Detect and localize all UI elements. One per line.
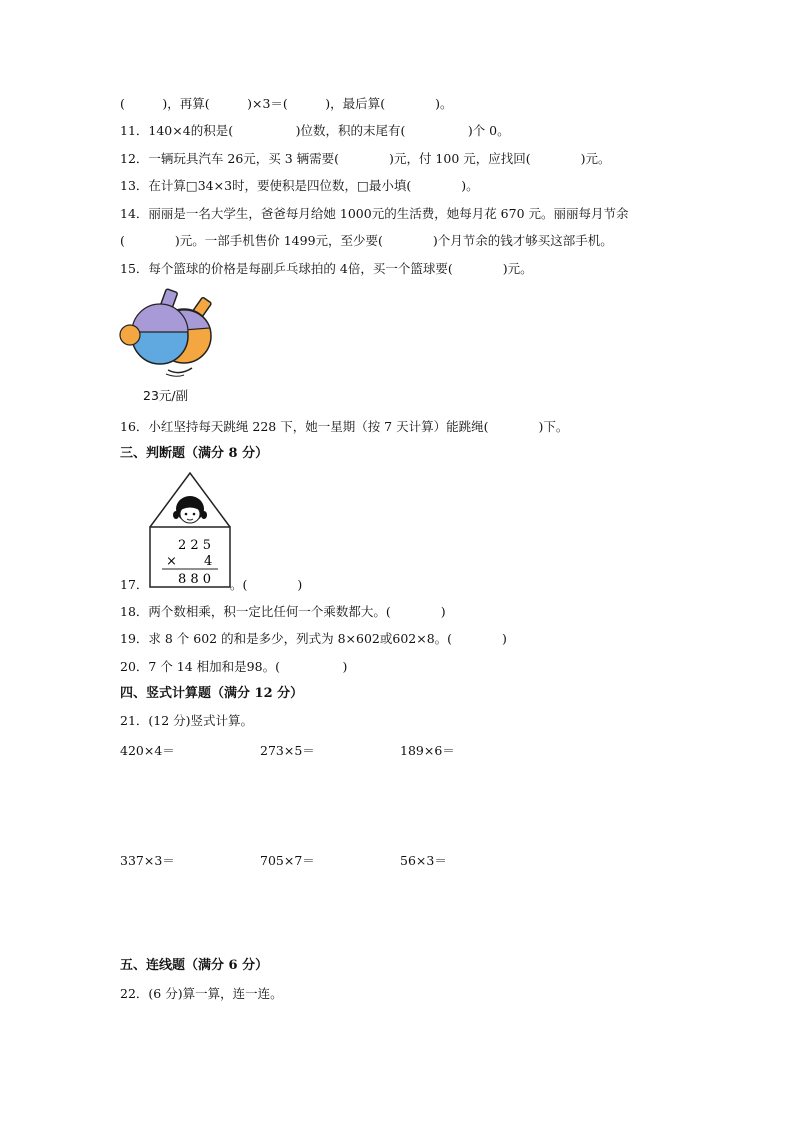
section-3-title: 三、判断题（满分 8 分） — [120, 446, 269, 461]
multiplier: 4 — [204, 554, 213, 569]
question-22: 22．(6 分)算一算，连一连。 — [120, 986, 283, 1001]
question-19: 19．求 8 个 602 的和是多少，列式为 8×602或602×8。( ) — [120, 631, 507, 646]
question-20: 20．7 个 14 相加和是98。( ) — [120, 659, 348, 674]
question-10-tail: ( )，再算( )×3＝( )，最后算( )。 — [120, 96, 453, 111]
section-4-title: 四、竖式计算题（满分 12 分） — [120, 686, 304, 701]
question-16: 16．小红坚持每天跳绳 228 下，她一星期（按 7 天计算）能跳绳( )下。 — [120, 419, 569, 434]
question-14-line2: ( )元。一部手机售价 1499元，至少要( )个月节余的钱才够买这部手机。 — [120, 233, 613, 248]
calc-6: 56×3＝ — [400, 853, 447, 868]
price-label: 23元/副 — [143, 388, 189, 403]
girl-face-icon — [173, 496, 207, 523]
calc-2: 273×5＝ — [260, 743, 315, 758]
calc-1: 420×4＝ — [120, 743, 175, 758]
calc-5: 705×7＝ — [260, 853, 315, 868]
multiply-sign: × — [166, 554, 177, 569]
ping-pong-paddles-icon — [118, 288, 222, 380]
question-12: 12．一辆玩具汽车 26元，买 3 辆需要( )元，付 100 元，应找回( )元。 — [120, 151, 611, 166]
question-13: 13．在计算□34×3时，要使积是四位数，□最小填( )。 — [120, 178, 479, 193]
multiplicand: 2 2 5 — [178, 538, 212, 553]
calc-4: 337×3＝ — [120, 853, 175, 868]
question-17-number: 17． — [120, 577, 149, 592]
question-14-line1: 14．丽丽是一名大学生，爸爸每月给她 1000元的生活费，她每月花 670 元。丽丽每月节余 — [120, 206, 629, 221]
question-17-answer: 。( ) — [230, 577, 303, 592]
section-5-title: 五、连线题（满分 6 分） — [120, 958, 269, 973]
question-11: 11．140×4的积是( )位数，积的末尾有( )个 0。 — [120, 123, 510, 138]
question-15: 15．每个篮球的价格是每副乒乓球拍的 4倍，买一个篮球要( )元。 — [120, 261, 533, 276]
house-figure — [148, 471, 232, 591]
question-21: 21．(12 分)竖式计算。 — [120, 713, 254, 728]
calc-3: 189×6＝ — [400, 743, 455, 758]
question-18: 18．两个数相乘，积一定比任何一个乘数都大。( ) — [120, 604, 446, 619]
product: 8 8 0 — [178, 572, 212, 587]
